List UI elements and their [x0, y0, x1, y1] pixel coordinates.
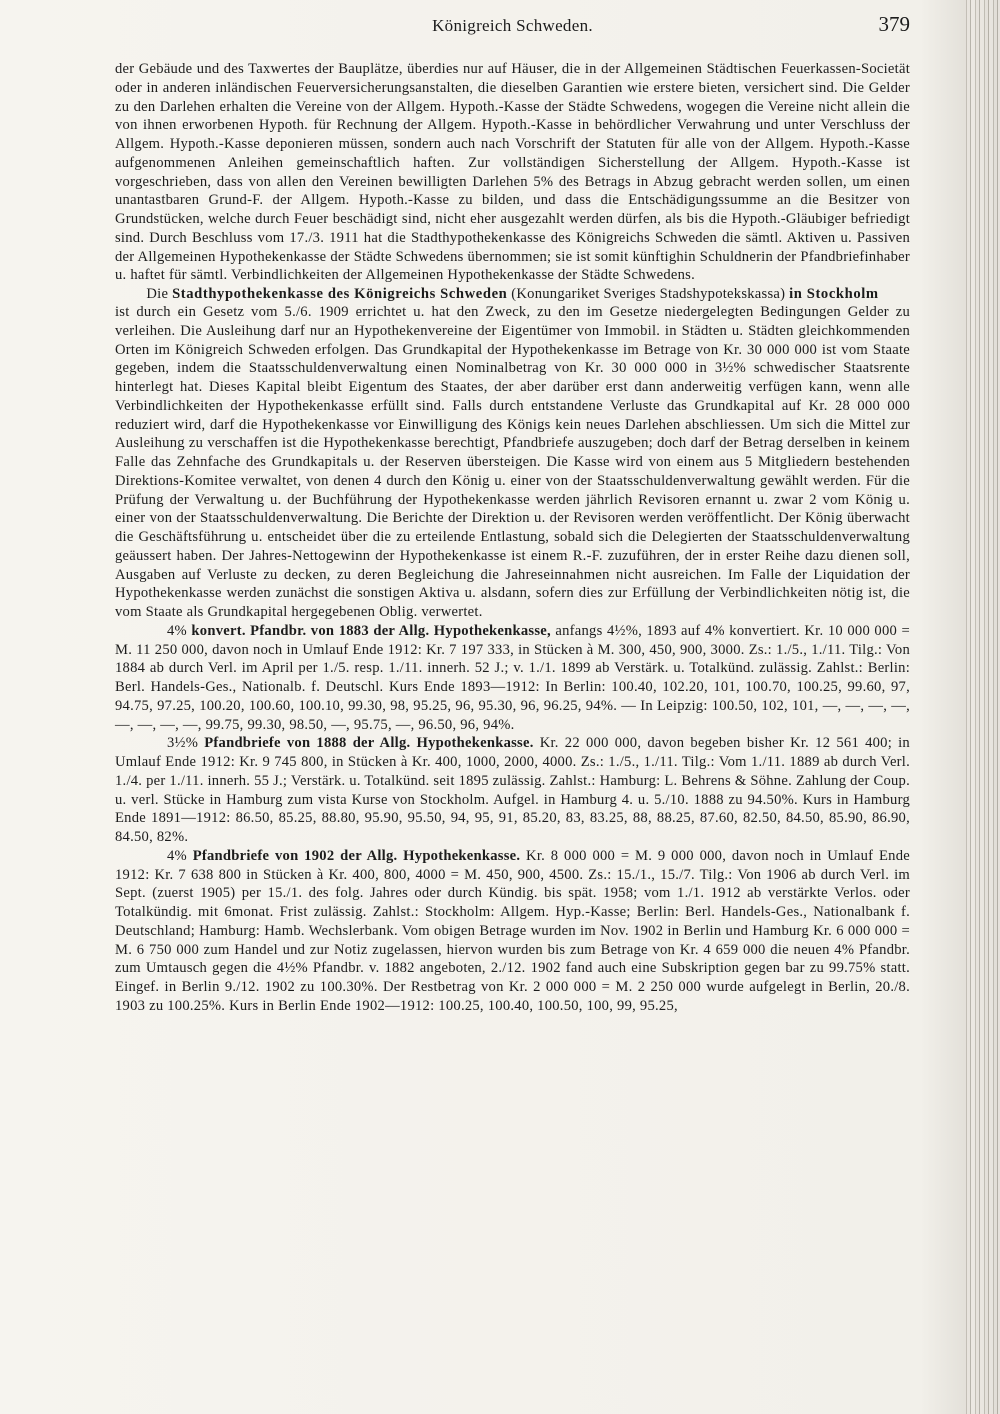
bond-title: Pfandbriefe von 1888 der Allg. Hypothekenkasse.: [204, 735, 534, 752]
paragraph-bond-1902: [115, 847, 910, 1016]
bond-rate: 4%: [167, 622, 187, 639]
bond-details: Kr. 8 000 000 = M. 9 000 000, davon noch in Umlauf Ende 1912: Kr. 7 638 800 in Stücken à Kr. 400, 800, 4000 = M. 450, 900, 4500. Zs.: 15./1., 15./7. Tilg.: Von 1906 ab durch Verl. im Sept. (zuerst 1905) per 15./1. des folg. Jahres oder durch Kündig. bis spät. 1958; vom 1./1. 1912 ab verstärkte Verlos. oder Totalkündig. mit 6monat. Frist zulässig. Zahlst.: Stockholm: Allgem. Hyp.-Kasse; Berlin: Berl. Handels-Ges., Nationalbank f. Deutschland; Hamburg: Hamb. Wechslerbank. Vom obigen Betrage wurden im Nov. 1902 in Berlin und Hamburg Kr. 6 000 000 = M. 6 750 000 zum Handel und zur Notiz zugelassen, hiervon wurden bis zum Betrage von Kr. 4 659 000 die neuen 4% Pfandbr. zum Umtausch gegen die 4½% Pfandbr. v. 1882 angeboten, 2./12. 1902 fand auch eine Subskription gegen bar zu 99.75% statt. Eingef. in Berlin 9./12. 1902 zu 100.30%. Der Restbetrag von Kr. 2 000 000 = M. 2 250 000 wurde aufgelegt in Berlin, 20./8. 1903 zu 100.25%. Kurs in Berlin Ende 1902—1912: 100.25, 100.40, 100.50, 100, 99, 95.25,: [115, 847, 910, 1014]
paragraph-description: ist durch ein Gesetz vom 5./6. 1909 errichtet u. hat den Zweck, zu den im Gesetze niedergelegten Bedingungen Gelder zu verleihen. Die Ausleihung darf nur an Hypothekenvereine der Eigentümer von Immobil. in Städten u. Städten gleichkommenden Orten im Königreich Schweden erfolgen. Das Grundkapital der Hypothekenkasse im Betrage von Kr. 30 000 000 ist vom Staate gegeben, indem die Staatsschuldenverwaltung einen Nominalbetrag von Kr. 30 000 000 in 3½% schwedischer Staatsrente hinterlegt hat. Dieses Kapital bleibt Eigentum des Staates, der aber darüber erst dann anderweitig verfügen kann, wenn alle Verbindlichkeiten der Hypothekenkasse erfüllt sind. Falls durch entstandene Verluste das Grundkapital auf Kr. 28 000 000 reduziert wird, darf die Hypothekenkasse vor Einwilligung des Königs kein neues Darlehen abschliessen. Um sich die Mittel zur Ausleihung zu verschaffen ist die Hypothekenkasse berechtigt, Pfandbriefe auszugeben; doch darf der Betrag derselben in keinem Falle das Zehnfache des Grundkapitals u. der Reserven übersteigen. Die Kasse wird von einem aus 5 Mitgliedern bestehenden Direktions-Komitee verwaltet, von denen 4 durch den König u. einer von der Staatsschuldenverwaltung gewählt werden. Für die Prüfung der Verwaltung u. der Buchführung der Hypothekenkasse werden jährlich Revisoren ernannt u. zwar 2 vom König u. einer von der Staatsschuldenverwaltung. Die Berichte der Direktion u. der Revisoren werden veröffentlicht. Der König überwacht die Geschäftsführung u. entscheidet über die zu erteilende Entlastung, sobald sich die Delegierten der Staatsschuldenverwaltung geäussert haben. Der Jahres-Nettogewinn der Hypothekenkasse ist einem R.-F. zuzuführen, der in erster Reihe dazu dienen soll, Ausgaben auf Verluste zu decken, zu deren Begleichung die Jahreseinnahmen nicht ausreichen. Im Falle der Liquidation der Hypothekenkasse werden zunächst die sonstigen Aktiva u. alsdann, sofern dies zur Erfüllung der Verbindlichkeiten nötig ist, die vom Staate als Grundkapital hergegebenen Oblig. verwertet.: [115, 304, 910, 620]
paragraph-bond-1888: [115, 734, 910, 847]
paragraph-bond-1883: [115, 622, 910, 735]
page-header: [115, 12, 910, 46]
page-edge-shadow: [966, 0, 1000, 1414]
paragraph-continued: der Gebäude und des Taxwertes der Bauplätze, überdies nur auf Häuser, die in der Allgemeinen Städtischen Feuerkassen-Societät oder in anderen inländischen Feuerversicherungsanstalten, die dieselben Garantien wie erstere bieten, versichert sind. Die Gelder zu den Darlehen erhalten die Vereine von der Allgem. Hypoth.-Kasse der Städte Schwedens, wogegen die Vereine nicht allein die von ihnen erworbenen Hypoth. für Rechnung der Allgem. Hypoth.-Kasse in behördlicher Verwahrung und unter Verschluss der Allgem. Hypoth.-Kasse deponieren müssen, sondern auch nach Vorschrift der Statuten für alle von der Allgem. Hypoth.-Kasse aufgenommenen Anleihen gemeinschaftlich haften. Zur vollständigen Sicherstellung der Allgem. Hypoth.-Kasse ist vorgeschrieben, dass von allen den Vereinen bewilligten Darlehen 5% des Betrags in Abzug gebracht werden sollen, um einen unantastbaren Grund-F. der Allgem. Hypoth.-Kasse zu bilden, und dass die Entschädigungssumme an die Besitzer von Grundstücken, welche durch Feuer beschädigt sind, nicht eher ausgezahlt werden dürfen, als bis die Hypoth.-Gläubiger befriedigt sind. Durch Beschluss vom 17./3. 1911 hat die Stadthypothekenkasse des Königreichs Schweden die sämtl. Aktiven u. Passiven der Allgemeinen Hypothekenkasse der Städte Schwedens übernommen; sie ist somit künftighin Schuldnerin der Pfandbriefinhaber u. haftet für sämtl. Verbindlichkeiten der Allgemeinen Hypothekenkasse der Städte Schwedens.: [115, 61, 910, 284]
heading-prefix: Die: [146, 286, 169, 302]
page-number: 379: [878, 12, 910, 36]
bond-details: Kr. 22 000 000, davon begeben bisher Kr. 12 561 400; in Umlauf Ende 1912: Kr. 9 745 800, in Stücken à Kr. 400, 1000, 2000, 4000. Zs.: 1./5., 1./11. Tilg.: Vom 1./11. 1889 ab durch Verl. 1./4. per 1./11. innerh. 55 J.; Verstärk. u. Totalkünd. seit 1895 zulässig. Zahlst.: Hamburg: L. Behrens & Söhne. Zahlung der Coup. u. verl. Stücke in Hamburg zum vista Kurse von Stockholm. Aufgel. in Hamburg 4. u. 5./10. 1888 zu 94.50%. Kurs in Hamburg Ende 1891—1912: 86.50, 85.25, 88.80, 95.90, 95.50, 94, 95, 91, 85.20, 83, 83.25, 88, 88.25, 87.60, 82.50, 84.50, 85.90, 86.90, 84.50, 82%.: [115, 735, 910, 845]
bond-title: konvert. Pfandbr. von 1883 der Allg. Hypothekenkasse,: [191, 622, 551, 639]
bond-title: Pfandbriefe von 1902 der Allg. Hypothekenkasse.: [192, 847, 521, 864]
bond-details: anfangs 4½%, 1893 auf 4% konvertiert. Kr. 10 000 000 = M. 11 250 000, davon noch in Umlauf Ende 1912: Kr. 7 197 333, in Stücken à M. 300, 450, 900, 3000. Zs.: 1./5., 1./11. Tilg.: Von 1884 ab durch Verl. im April per 1./5. resp. 1./11. innerh. 52 J.; v. 1./1. 1899 ab Verstärk. u. Totalkünd. zulässig. Zahlst.: Berlin: Berl. Handels-Ges., Nationalb. f. Deutschl. Kurs Ende 1893—1912: In Berlin: 100.40, 102.20, 101, 100.70, 100.25, 99.60, 97, 94.75, 97.25, 100.20, 100.60, 100.10, 99.30, 98, 95.25, 96, 95.30, 96, 96.25, 94%. — In Leipzig: 100.50, 102, 101, —, —, —, —, —, —, —, —, 99.75, 99.30, 98.50, —, 95.75, —, 96.50, 96, 94%.: [115, 622, 910, 733]
heading-institution-name: Stadthypothekenkasse des Königreichs Schweden: [172, 286, 508, 302]
page-body: [115, 60, 910, 1016]
bond-rate: 3½%: [167, 735, 199, 752]
heading-location: in Stockholm: [789, 286, 879, 302]
heading-swedish-name: (Konungariket Sveriges Stadshypotekskassa): [511, 286, 786, 302]
section-heading: [115, 285, 910, 303]
bond-rate: 4%: [167, 847, 187, 864]
running-title: Königreich Schweden.: [432, 16, 593, 35]
